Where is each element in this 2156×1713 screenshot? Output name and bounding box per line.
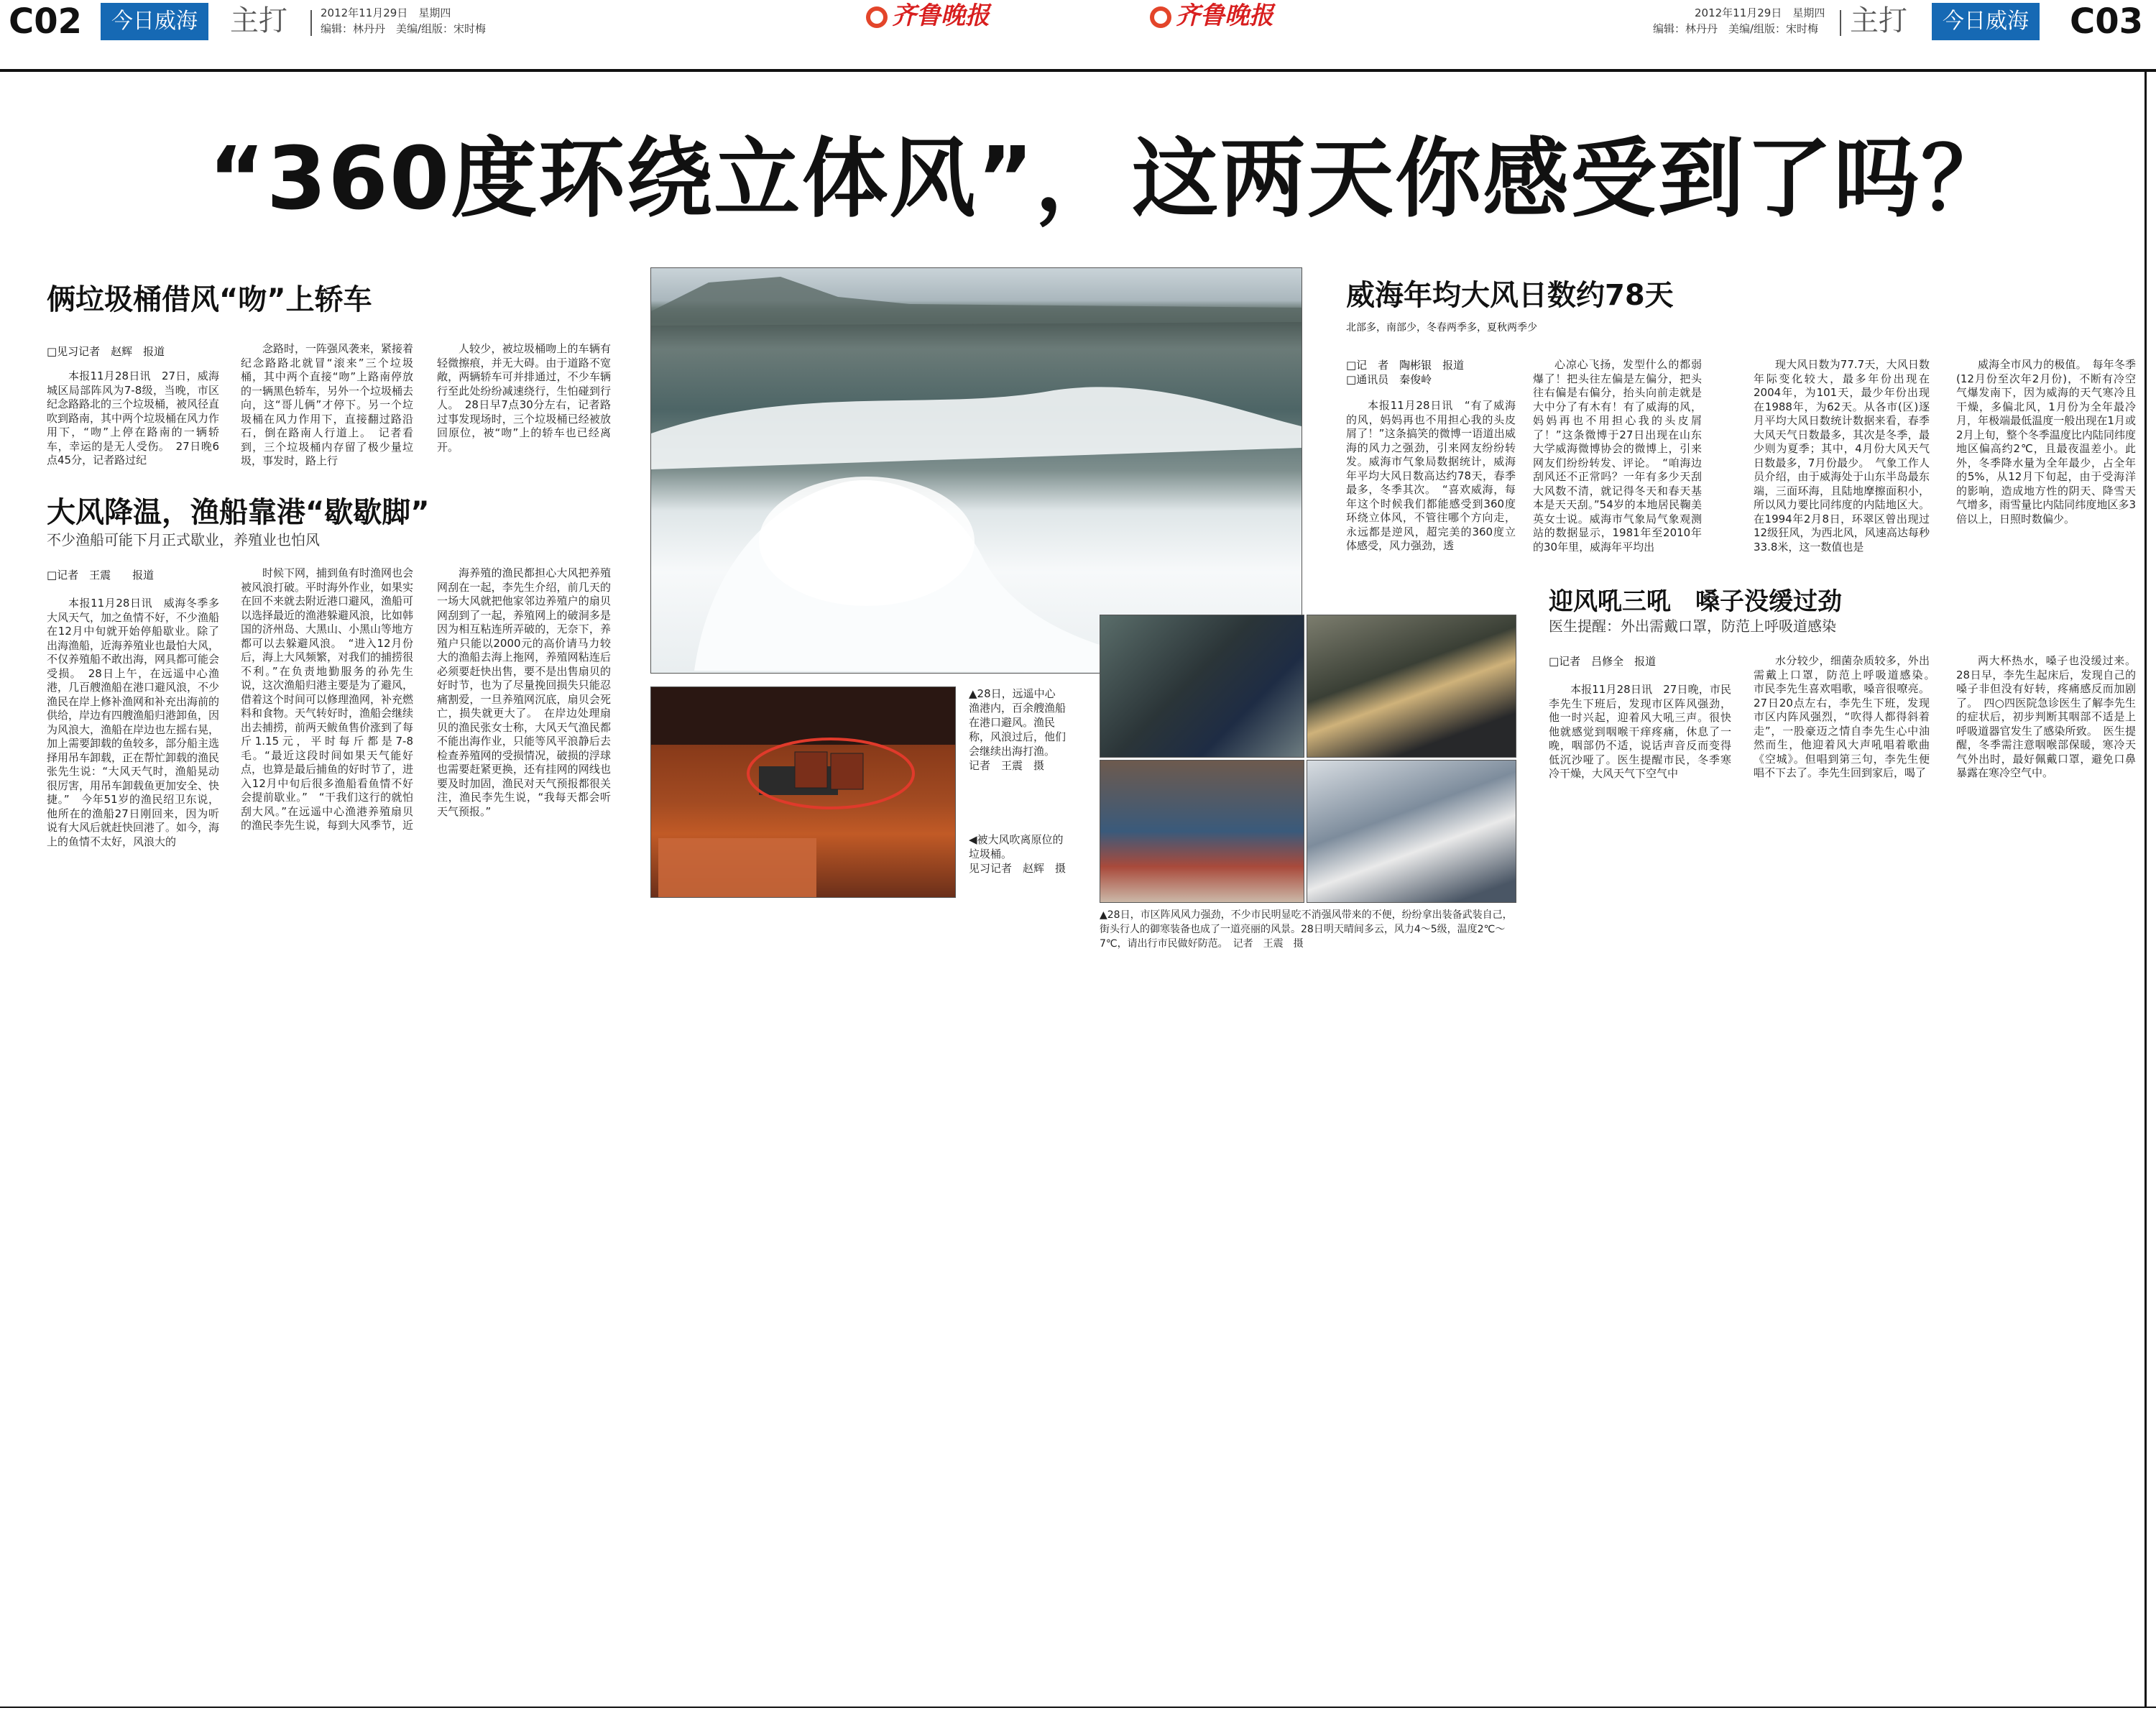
column-label-right: 主打 xyxy=(1850,4,1907,37)
story3-column-1: 本报11月28日讯 “有了威海的风，妈妈再也不用担心我的头皮屑了！”这条搞笑的微博一语道出威海的风力之强劲，引来网友纷纷转发。威海市气象局数据统计，威海年平均大风日数高达约78天，春季最多，冬季其次。 “喜欢威海，每年这个时候我们都能感受到360度环绕立体风，不管往哪个方向走，永远都是逆风，超完美的360度立体感受，风力强劲，透 xyxy=(1346,399,1516,552)
column-label-left: 主打 xyxy=(230,4,287,37)
story2-column-3: 海养殖的渔民都担心大风把养殖网刮在一起，李先生介绍，前几天的一场大风就把他家邻边养殖户的扇贝网刮到了一起，养殖网上的破洞多是因为相互粘连所弄破的，无奈下，养殖户只能以2000元的高价请马力较大的渔船去海上拖网，养殖网粘连后必须要赶快出售，要不是出售扇贝的好时节，也为了尽量挽回损失只能忍痛割爱，一旦养殖网沉底，扇贝会死亡，损失就更大了。 在岸边处理扇贝的渔民张女士称，大风天气渔民都不能出海作业，只能等风平浪静后去检查养殖网的受损情况，破损的浮球也需要赶紧更换，还有挂网的网线也要及时加固，渔民对天气预报都很关注，渔民李先生说，“我每天都会听天气预报。” xyxy=(437,566,611,818)
street-caption-text: ▲28日，市区阵风风力强劲，不少市民明显吃不消强风带来的不便，纷纷拿出装备武装自己，街头行人的御寒装备也成了一道亮丽的风景。28日明天晴间多云，风力4～5级，温度2℃～7℃，请出行市民做好防范。 xyxy=(1100,909,1513,950)
harbor-caption-text: ▲28日，远遥中心渔港内，百余艘渔船在港口避风。渔民称，风浪过后，他们会继续出海打渔。 xyxy=(969,687,1067,758)
harbor-caption-credit: 记者 王震 摄 xyxy=(969,759,1045,772)
story1-byline: □见习记者 赵辉 报道 xyxy=(47,345,165,358)
story4-column-3: 两大杯热水，嗓子也没缓过来。28日早，李先生起床后，发现自己的嗓子非但没有好转，疼痛感反而加剧了。 四○四医院急诊医生了解李先生的症状后，初步判断其咽部不适是上呼吸道器官发生了感染所致。 医生提醒，冬季需注意咽喉部保暖，寒冷天气外出时，最好佩戴口罩，避免口鼻暴露在寒冷空气中。 xyxy=(1956,654,2136,779)
story3-column-3: 现大风日数为77.7天，大风日数年际变化较大，最多年份出现在2004年，为101天，最少年份出现在1988年，为62天。从各市(区)逐月平均大风日数统计数据来看，春季大风天气日数最多，其次是冬季，最少则为夏季；其中，4月份大风天气日数最多，7月份最少。 气象工作人员介绍，由于威海处于山东半岛最东端，三面环海，且陆地摩擦面积小，所以风力要比同纬度的内陆地区大。在1994年2月8日，环翠区曾出现过12级狂风，为西北风，风速高达每秒33.8米，这一数值也是 xyxy=(1754,358,1930,554)
logo-mark-icon xyxy=(1150,6,1171,28)
story4-title: 迎风吼三吼 嗓子没缓过劲 xyxy=(1549,587,1842,616)
editor-line-left: 编辑：林丹丹 美编/组版：宋时梅 xyxy=(321,22,487,35)
garbage-bins-photo xyxy=(650,686,956,898)
bins-caption-text: ◀被大风吹离原位的垃圾桶。 xyxy=(969,833,1064,860)
main-headline-part1: “360度环绕立体风”， xyxy=(208,129,1123,229)
footer-rule xyxy=(0,1707,2156,1708)
section-tab-left: 今日威海 xyxy=(101,3,208,40)
story2-column-1: 本报11月28日讯 威海冬季多大风天气，加之鱼情不好，不少渔船在12月中旬就开始停船歇业。除了出海渔船，近海养殖业也最怕大风，不仅养殖船不敢出海，网具都可能会受损。 28日上午，在远遥中心渔港，几百艘渔船在港口避风浪，不少渔民在岸上修补渔网和补充出海前的供给，岸边有四艘渔船归港卸鱼，因为风浪大，渔船在岸边也左摇右晃，加上需要卸载的鱼较多，部分船主选择用吊车卸载，正在帮忙卸载的渔民张先生说：“大风天气时，渔船晃动很厉害，用吊车卸载鱼更加安全、快捷。” 今年51岁的渔民绍卫东说，他所在的渔船27日刚回来，因为听说有大风后就赶快回港了。如今，海上的鱼情不太好，风浪大的 xyxy=(47,597,220,848)
story4-byline: □记者 吕修全 报道 xyxy=(1549,655,1657,668)
story2-byline: □记者 王震 报道 xyxy=(47,569,155,582)
header-divider-right xyxy=(1840,10,1841,36)
story3-byline-reporter: □记 者 陶彬银 报道 xyxy=(1346,359,1465,372)
story4-column-2: 水分较少，细菌杂质较多，外出需戴上口罩，防范上呼吸道感染。 市民李先生喜欢唱歌，嗓音很嘹亮。27日20点左右，李先生下班，发现市区内阵风强烈，“吹得人都得斜着走”，一股豪迈之情自李先生心中油然而生，他迎着风大声吼唱着歌曲《空城》。但唱到第三句，李先生便唱不下去了。李先生回到家后，喝了 xyxy=(1754,654,1941,779)
street-photo-mask xyxy=(1307,760,1516,903)
street-caption xyxy=(1100,908,1515,952)
harbor-waves-photo xyxy=(650,267,1302,674)
story3-column-4: 威海全市风力的极值。 每年冬季(12月份至次年2月份)，不断有冷空气爆发南下，因为威海的天气寒冷且干燥，多偏北风，1月份为全年最冷月，年极端最低温度一般出现在1月或2月上旬，整个冬季温度比内陆同纬度地区偏高约2℃，且最夜温差小。此外，冬季降水量为全年最少，占全年的5%，从12月下旬起，由于受海洋的影响，造成地方性的阴天、降雪天气增多，雨雪量比内陆同纬度地区多3倍以上，日照时数偏少。 xyxy=(1956,358,2136,525)
story3-title: 威海年均大风日数约78天 xyxy=(1346,279,1674,312)
street-photo-balaclava xyxy=(1100,615,1304,758)
logo-left xyxy=(866,1,990,30)
story1-column-3: 人较少，被垃圾桶吻上的车辆有轻微擦痕，并无大碍。由于道路不宽敞，两辆轿车可并排通过，不少车辆行至此处纷纷减速绕行，生怕碰到行人。 28日早7点30分左右，记者路过事发现场时，三个垃圾桶已经被放回原位，被“吻”上的轿车也已经离开。 xyxy=(437,342,611,454)
header-divider-left xyxy=(310,10,312,36)
logo-text: 齐鲁晚报 xyxy=(1176,1,1273,30)
date-line-right: 2012年11月29日 星期四 xyxy=(1695,6,1825,19)
story3-column-2: 心凉心飞扬，发型什么的都弱爆了！把头往左偏是左偏分，把头往右偏是右偏分，抬头向前走就是大中分了有木有！有了威海的风，妈妈再也不用担心我的头皮屑了！”这条微博于27日出现在山东大学威海微博协会的微博上，引来网友们纷纷转发、评论。 “咱海边刮风还不正常吗？一年有多少天刮大风数不清，就记得冬天和春天基本是天天刮。”54岁的本地居民鞠美英女士说。威海市气象局气象观测站的数据显示，1981年至2010年的30年里，威海年平均出 xyxy=(1533,358,1702,554)
story1-column-2: 念路时，一阵强风袭来，紧接着纪念路路北就冒“滚来”三个垃圾桶，其中两个直接“吻”上路南停放的一辆黑色轿车，另外一个垃圾桶去向，这“哥儿俩”才停下。另一个垃圾桶在风力作用下，直接翻过路沿石，倒在路南人行道上。 记者看到，三个垃圾桶内存留了极少量垃圾，事发时，路上行 xyxy=(241,342,414,467)
date-line-left: 2012年11月29日 星期四 xyxy=(321,6,451,19)
garbage-bins-art xyxy=(651,687,955,897)
logo-text: 齐鲁晚报 xyxy=(892,1,990,30)
bins-caption xyxy=(969,832,1066,897)
right-edge-rule xyxy=(2145,69,2147,1708)
story2-title: 大风降温，渔船靠港“歇歇脚” xyxy=(47,496,430,529)
story1-title: 俩垃圾桶借风“吻”上轿车 xyxy=(47,283,372,316)
story1-column-1: 本报11月28日讯 27日，威海城区局部阵风为7-8级，当晚，市区纪念路路北的三个垃圾桶，被风径直吹到路南，其中两个垃圾桶在风力作用下，“吻”上停在路南的一辆轿车，幸运的是无人受伤。 27日晚6点45分，记者路过纪 xyxy=(47,369,220,467)
page-number-left: C02 xyxy=(9,1,83,42)
street-caption-credit: 记者 王震 摄 xyxy=(1233,938,1304,950)
story3-subtitle: 北部多，南部少，冬春两季多，夏秋两季少 xyxy=(1346,322,1537,334)
bins-caption-credit: 见习记者 赵辉 摄 xyxy=(969,862,1067,875)
editor-line-right: 编辑：林丹丹 美编/组版：宋时梅 xyxy=(1653,22,1819,35)
story4-subtitle: 医生提醒：外出需戴口罩，防范上呼吸道感染 xyxy=(1549,617,1836,635)
story2-column-2: 时候下网，捕到鱼有时渔网也会被风浪打破。平时海外作业，如果实在回不来就去附近港口避风，渔船可以选择最近的渔港躲避风浪，比如韩国的济州岛、大黑山、小黑山等地方都可以去躲避风浪。 “进入12月份后，海上大风频繁，对我们的捕捞很不利。”在负责地勤服务的孙先生说，这次渔船归港主要是为了避风，借着这个时间可以修理渔网，补充燃料和食物。天气转好时，渔船会继续出去捕捞，前两天鲅鱼售价涨到了每斤1.15元，平时每斤都是7-8毛。“最近这段时间如果天气能好点，也算是最后捕鱼的好时节了，进入12月中旬后很多渔船看鱼情不好会提前歇业。” “干我们这行的就怕刮大风。”在远遥中心渔港养殖扇贝的渔民李先生说，每到大风季节，近 xyxy=(241,566,414,832)
logo-mark-icon xyxy=(866,6,888,28)
main-headline-part2: 这两天你感受到了吗？ xyxy=(1132,129,2009,229)
story3-byline-correspondent: □通讯员 秦俊岭 xyxy=(1346,373,1432,386)
street-photo-earmuffs xyxy=(1307,615,1516,758)
section-tab-right: 今日威海 xyxy=(1932,3,2040,40)
story2-subtitle: 不少渔船可能下月正式歇业，养殖业也怕风 xyxy=(47,531,320,548)
page-number-right: C03 xyxy=(2070,1,2144,42)
street-photo-headscarf xyxy=(1100,760,1304,903)
header-rule xyxy=(0,69,2156,72)
harbor-waves-art xyxy=(651,268,1302,673)
harbor-caption xyxy=(969,686,1066,823)
story4-column-1: 本报11月28日讯 27日晚，市民李先生下班后，发现市区阵风强劲，他一时兴起，迎着风大吼三声。很快他就感觉到咽喉干痒疼痛，休息了一晚，咽部仍不适，说话声音反而变得低沉沙哑了。医生提醒市民，冬季寒冷干燥，大风天气下空气中 xyxy=(1549,683,1731,780)
logo-right xyxy=(1150,1,1273,30)
